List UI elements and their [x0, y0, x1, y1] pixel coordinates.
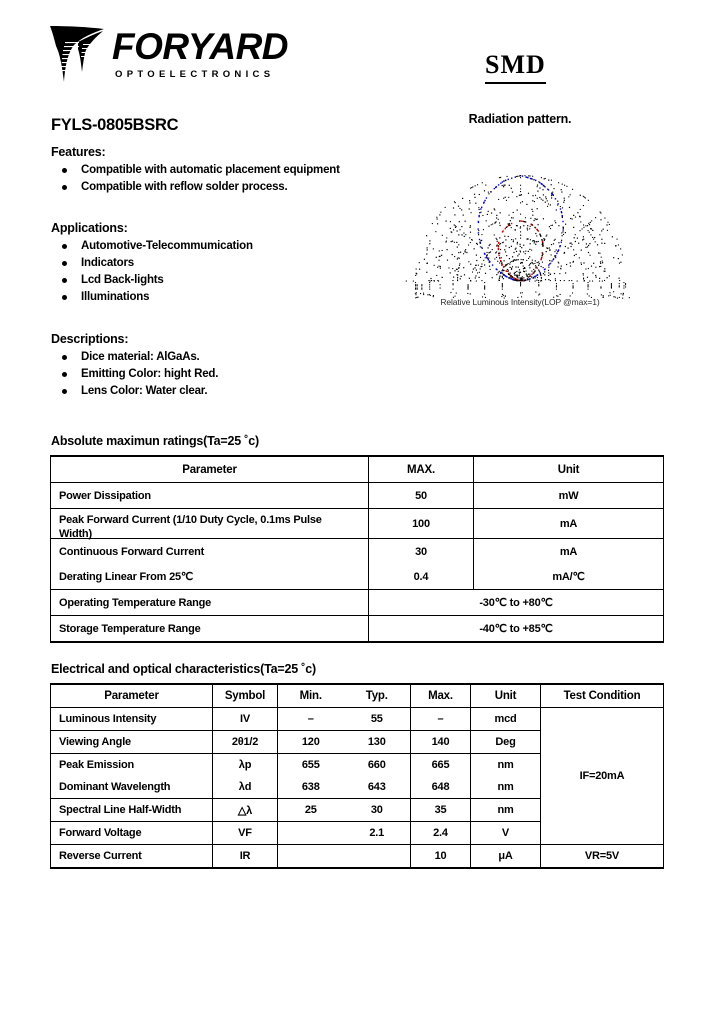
page-header: [0, 0, 720, 110]
radiation-pattern-caption: Relative Luminous Intensity(LOP @max=1): [440, 297, 600, 307]
list-item: [51, 366, 218, 383]
cell-unit: Deg: [471, 731, 541, 754]
cell-typ: 130: [344, 731, 411, 754]
cell-test-condition: VR=5V: [541, 845, 664, 869]
bullet-icon: [62, 168, 67, 173]
cell-symbol: VF: [213, 822, 278, 845]
cell-max: 665: [411, 754, 471, 777]
list-item: [51, 162, 340, 179]
column-header-symbol: Symbol: [213, 684, 278, 708]
list-item-label: Emitting Color: hight Red.: [81, 368, 219, 380]
cell-typ: 660: [344, 754, 411, 777]
cell-symbol: 2θ1/2: [213, 731, 278, 754]
cell-range-value: -30℃ to +80℃: [369, 590, 664, 616]
bullet-icon: [62, 355, 67, 360]
cell-typ: 2.1: [344, 822, 411, 845]
cell-unit: mcd: [471, 708, 541, 731]
features-heading: Features:: [51, 145, 106, 159]
list-item-label: Indicators: [81, 257, 134, 269]
list-item: [51, 272, 253, 289]
cell-unit: μA: [471, 845, 541, 869]
company-logo: [48, 22, 288, 84]
cell-symbol: IR: [213, 845, 278, 869]
cell-typ: 643: [344, 776, 411, 799]
cell-test-condition: IF=20mA: [541, 708, 664, 845]
cell-typ: [344, 845, 411, 869]
cell-max: 0.4: [369, 564, 474, 590]
descriptions-section: [51, 332, 218, 400]
list-item: [51, 255, 253, 272]
cell-parameter: Spectral Line Half-Width: [51, 799, 213, 822]
list-item: [51, 349, 218, 366]
cell-parameter: [51, 509, 369, 539]
table-header-row: [51, 456, 664, 483]
electrical-optical-characteristics-table: [50, 683, 664, 869]
cell-parameter: Peak Emission: [51, 754, 213, 777]
cell-unit: mA/℃: [474, 564, 664, 590]
cell-symbol: IV: [213, 708, 278, 731]
abs-max-ratings-title: Absolute maximun ratings(Ta=25 ˚c): [51, 434, 259, 448]
cell-min: [278, 822, 344, 845]
applications-heading: Applications:: [51, 221, 128, 235]
cell-min: [278, 845, 344, 869]
list-item-label: Compatible with automatic placement equipment: [81, 164, 340, 176]
features-list: [51, 162, 340, 196]
table-row: [51, 845, 664, 869]
logo-subtext: OPTOELECTRONICS: [115, 69, 275, 80]
cell-max: 30: [369, 539, 474, 565]
descriptions-list: [51, 349, 218, 400]
cell-parameter: Dominant Wavelength: [51, 776, 213, 799]
cell-symbol: λd: [213, 776, 278, 799]
bullet-icon: [62, 372, 67, 377]
radiation-pattern-title: Radiation pattern.: [468, 112, 572, 126]
list-item-label: Lens Color: Water clear.: [81, 385, 208, 397]
cell-parameter: Derating Linear From 25℃: [51, 564, 369, 590]
cell-unit: nm: [471, 754, 541, 777]
list-item-label: Compatible with reflow solder process.: [81, 181, 288, 193]
cell-parameter: Operating Temperature Range: [51, 590, 369, 616]
cell-parameter-line2: Width): [59, 527, 92, 540]
table-row: [51, 616, 664, 643]
cell-unit: nm: [471, 776, 541, 799]
bullet-icon: [62, 261, 67, 266]
cell-max: 10: [411, 845, 471, 869]
cell-parameter: Viewing Angle: [51, 731, 213, 754]
cell-symbol: λp: [213, 754, 278, 777]
cell-max: 35: [411, 799, 471, 822]
cell-unit: nm: [471, 799, 541, 822]
applications-list: [51, 238, 253, 306]
radiation-pattern-figure: [370, 112, 670, 317]
cell-parameter: Luminous Intensity: [51, 708, 213, 731]
cell-unit: mW: [474, 483, 664, 509]
part-number-title: FYLS-0805BSRC: [51, 116, 179, 134]
cell-min: 120: [278, 731, 344, 754]
bullet-icon: [62, 244, 67, 249]
list-item-label: Dice material: AlGaAs.: [81, 351, 200, 363]
table-row: [51, 483, 664, 509]
table-row: [51, 590, 664, 616]
electrical-characteristics-title: Electrical and optical characteristics(Ta=25 ˚c): [51, 662, 316, 676]
cell-unit: V: [471, 822, 541, 845]
list-item: [51, 383, 218, 400]
list-item-label: Illuminations: [81, 291, 150, 303]
cell-parameter: Reverse Current: [51, 845, 213, 869]
table-header-row: [51, 684, 664, 708]
column-header-min: Min.: [278, 684, 344, 708]
absolute-maximum-ratings-table: [50, 455, 664, 643]
list-item: [51, 179, 340, 196]
column-header-parameter: Parameter: [51, 684, 213, 708]
cell-range-value: -40℃ to +85℃: [369, 616, 664, 643]
cell-parameter: Storage Temperature Range: [51, 616, 369, 643]
column-header-unit: Unit: [471, 684, 541, 708]
foryard-f-mark-icon: [48, 22, 106, 84]
bullet-icon: [62, 278, 67, 283]
cell-min: 638: [278, 776, 344, 799]
logo-text: [112, 22, 288, 80]
descriptions-heading: Descriptions:: [51, 332, 129, 346]
smd-badge: SMD: [485, 50, 546, 84]
cell-symbol: △λ: [213, 799, 278, 822]
cell-max: 648: [411, 776, 471, 799]
column-header-max: MAX.: [369, 456, 474, 483]
cell-typ: 30: [344, 799, 411, 822]
cell-max: 100: [369, 509, 474, 539]
bullet-icon: [62, 185, 67, 190]
column-header-parameter: Parameter: [51, 456, 369, 483]
cell-min: –: [278, 708, 344, 731]
cell-unit: mA: [474, 509, 664, 539]
list-item: [51, 289, 253, 306]
table-row: [51, 564, 664, 590]
features-section: [51, 145, 340, 196]
bullet-icon: [62, 295, 67, 300]
cell-parameter: Continuous Forward Current: [51, 539, 369, 565]
cell-parameter: Power Dissipation: [51, 483, 369, 509]
cell-parameter: Forward Voltage: [51, 822, 213, 845]
cell-max: 140: [411, 731, 471, 754]
column-header-max: Max.: [411, 684, 471, 708]
table-row: [51, 509, 664, 539]
cell-parameter-line1: Peak Forward Current (1/10 Duty Cycle, 0.1ms Pulse: [59, 513, 322, 526]
applications-section: [51, 221, 253, 306]
table-row: [51, 539, 664, 565]
cell-typ: 55: [344, 708, 411, 731]
column-header-test-condition: Test Condition: [541, 684, 664, 708]
bullet-icon: [62, 389, 67, 394]
cell-max: 2.4: [411, 822, 471, 845]
column-header-unit: Unit: [474, 456, 664, 483]
cell-max: 50: [369, 483, 474, 509]
column-header-typ: Typ.: [344, 684, 411, 708]
cell-max: –: [411, 708, 471, 731]
logo-wordmark: FORYARD: [112, 26, 289, 67]
radiation-pattern-chart: [370, 160, 670, 300]
cell-min: 25: [278, 799, 344, 822]
list-item-label: Automotive-Telecommumication: [81, 240, 253, 252]
list-item: [51, 238, 253, 255]
list-item-label: Lcd Back-lights: [81, 274, 164, 286]
cell-min: 655: [278, 754, 344, 777]
cell-unit: mA: [474, 539, 664, 565]
table-row: [51, 708, 664, 731]
